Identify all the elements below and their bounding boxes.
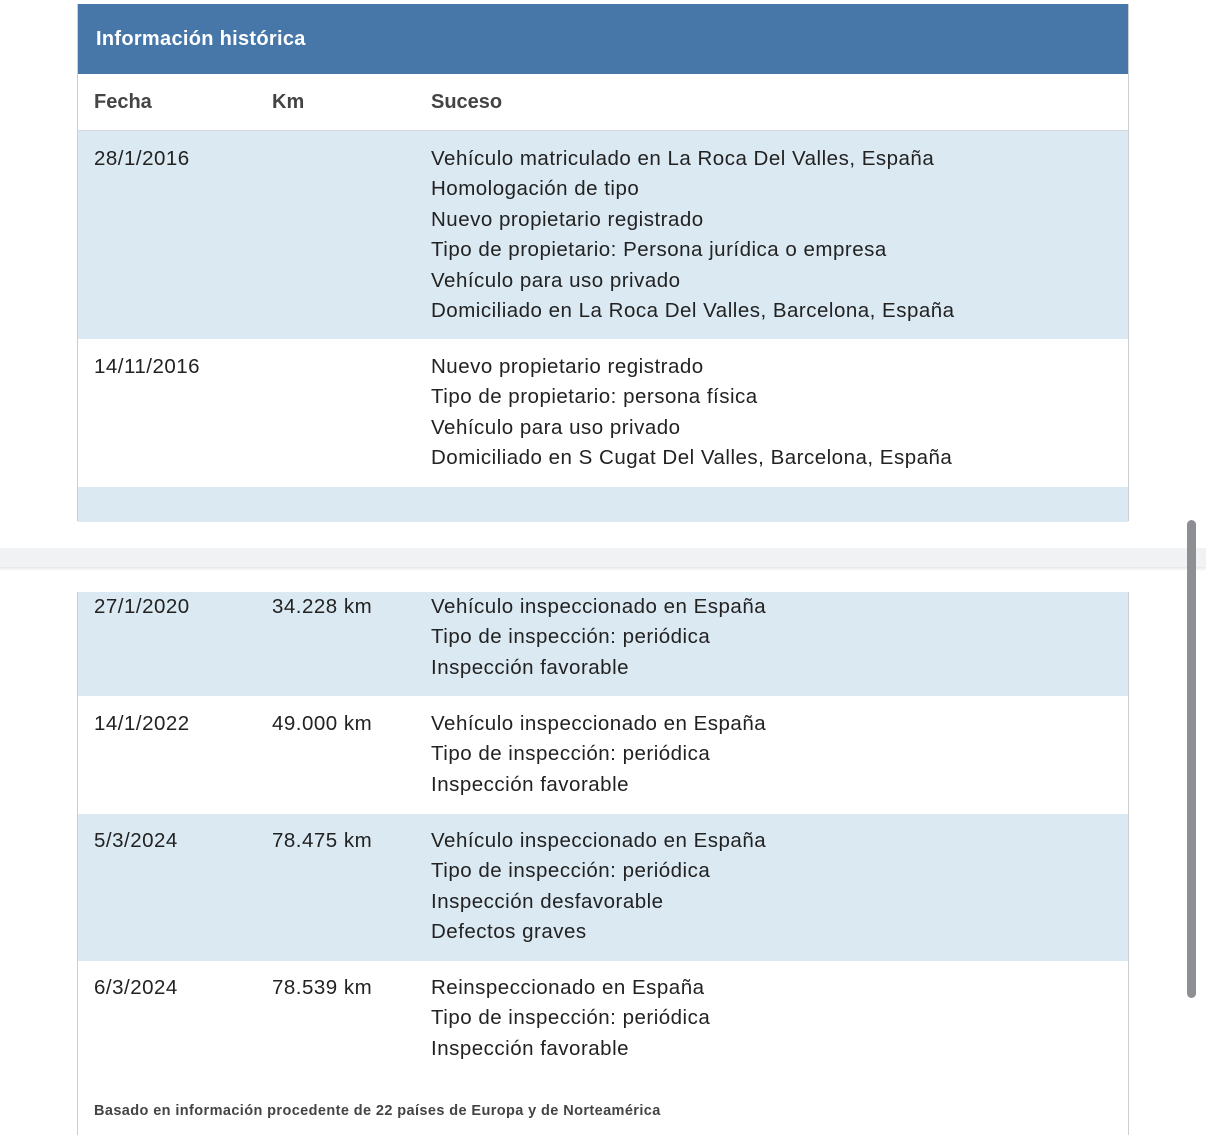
event-line: Nuevo propietario registrado [431, 207, 704, 231]
event-line: Inspección favorable [431, 772, 630, 796]
row-events [431, 709, 766, 800]
event-line: Tipo de inspección: periódica [431, 1006, 711, 1030]
screenshot-divider [0, 548, 1206, 567]
event-line: Vehículo inspeccionado en España [431, 712, 767, 735]
row-date: 6/3/2024 [94, 976, 178, 999]
row-km: 49.000 km [272, 712, 373, 735]
column-header-km: Km [272, 91, 305, 113]
row-km: 78.539 km [272, 976, 373, 999]
row-events [431, 973, 710, 1064]
row-date: 14/1/2022 [94, 712, 190, 735]
table-row [78, 696, 1128, 814]
event-line: Tipo de inspección: periódica [431, 625, 711, 649]
event-line: Defectos graves [431, 920, 587, 944]
row-events [431, 826, 766, 948]
table-row [78, 339, 1128, 487]
event-line: Vehículo para uso privado [431, 415, 681, 439]
table-row [78, 814, 1128, 961]
table-row [78, 592, 1128, 696]
event-line: Vehículo para uso privado [431, 268, 681, 292]
event-line: Inspección favorable [431, 1036, 630, 1060]
table-title: Información histórica [78, 4, 1128, 74]
event-line: Nuevo propietario registrado [431, 355, 704, 378]
history-table-top [77, 4, 1129, 521]
column-header-date: Fecha [94, 91, 152, 113]
event-line: Tipo de propietario: persona física [431, 385, 758, 409]
row-events [431, 592, 766, 683]
history-table-bottom [77, 592, 1129, 1135]
table-row-partial [78, 487, 1128, 522]
event-line: Vehículo matriculado en La Roca Del Valles, España [431, 147, 935, 170]
column-headers [78, 74, 1128, 131]
event-line: Reinspeccionado en España [431, 976, 705, 999]
row-km: 34.228 km [272, 595, 373, 618]
table-row [78, 131, 1128, 339]
row-events [431, 352, 952, 474]
event-line: Domiciliado en S Cugat Del Valles, Barcelona, España [431, 446, 953, 470]
event-line: Inspección favorable [431, 655, 630, 679]
scrollbar-thumb[interactable] [1187, 520, 1196, 998]
row-date: 28/1/2016 [94, 147, 190, 170]
row-events [431, 144, 955, 326]
table-footer-note: Basado en información procedente de 22 países de Europa y de Norteamérica [94, 1103, 661, 1119]
row-date: 5/3/2024 [94, 829, 178, 852]
event-line: Vehículo inspeccionado en España [431, 595, 767, 618]
event-line: Tipo de inspección: periódica [431, 742, 711, 766]
row-date: 14/11/2016 [94, 355, 201, 378]
event-line: Tipo de inspección: periódica [431, 859, 711, 883]
event-line: Tipo de propietario: Persona jurídica o empresa [431, 238, 887, 262]
page-edge [0, 0, 8, 548]
event-line: Homologación de tipo [431, 177, 640, 201]
divider-shadow [0, 567, 1206, 571]
column-header-event: Suceso [431, 91, 503, 113]
table-row [78, 961, 1128, 1135]
event-line: Inspección desfavorable [431, 889, 664, 913]
event-line: Vehículo inspeccionado en España [431, 829, 767, 852]
row-km: 78.475 km [272, 829, 373, 852]
event-line: Domiciliado en La Roca Del Valles, Barcelona, España [431, 299, 955, 323]
row-date: 27/1/2020 [94, 595, 190, 618]
